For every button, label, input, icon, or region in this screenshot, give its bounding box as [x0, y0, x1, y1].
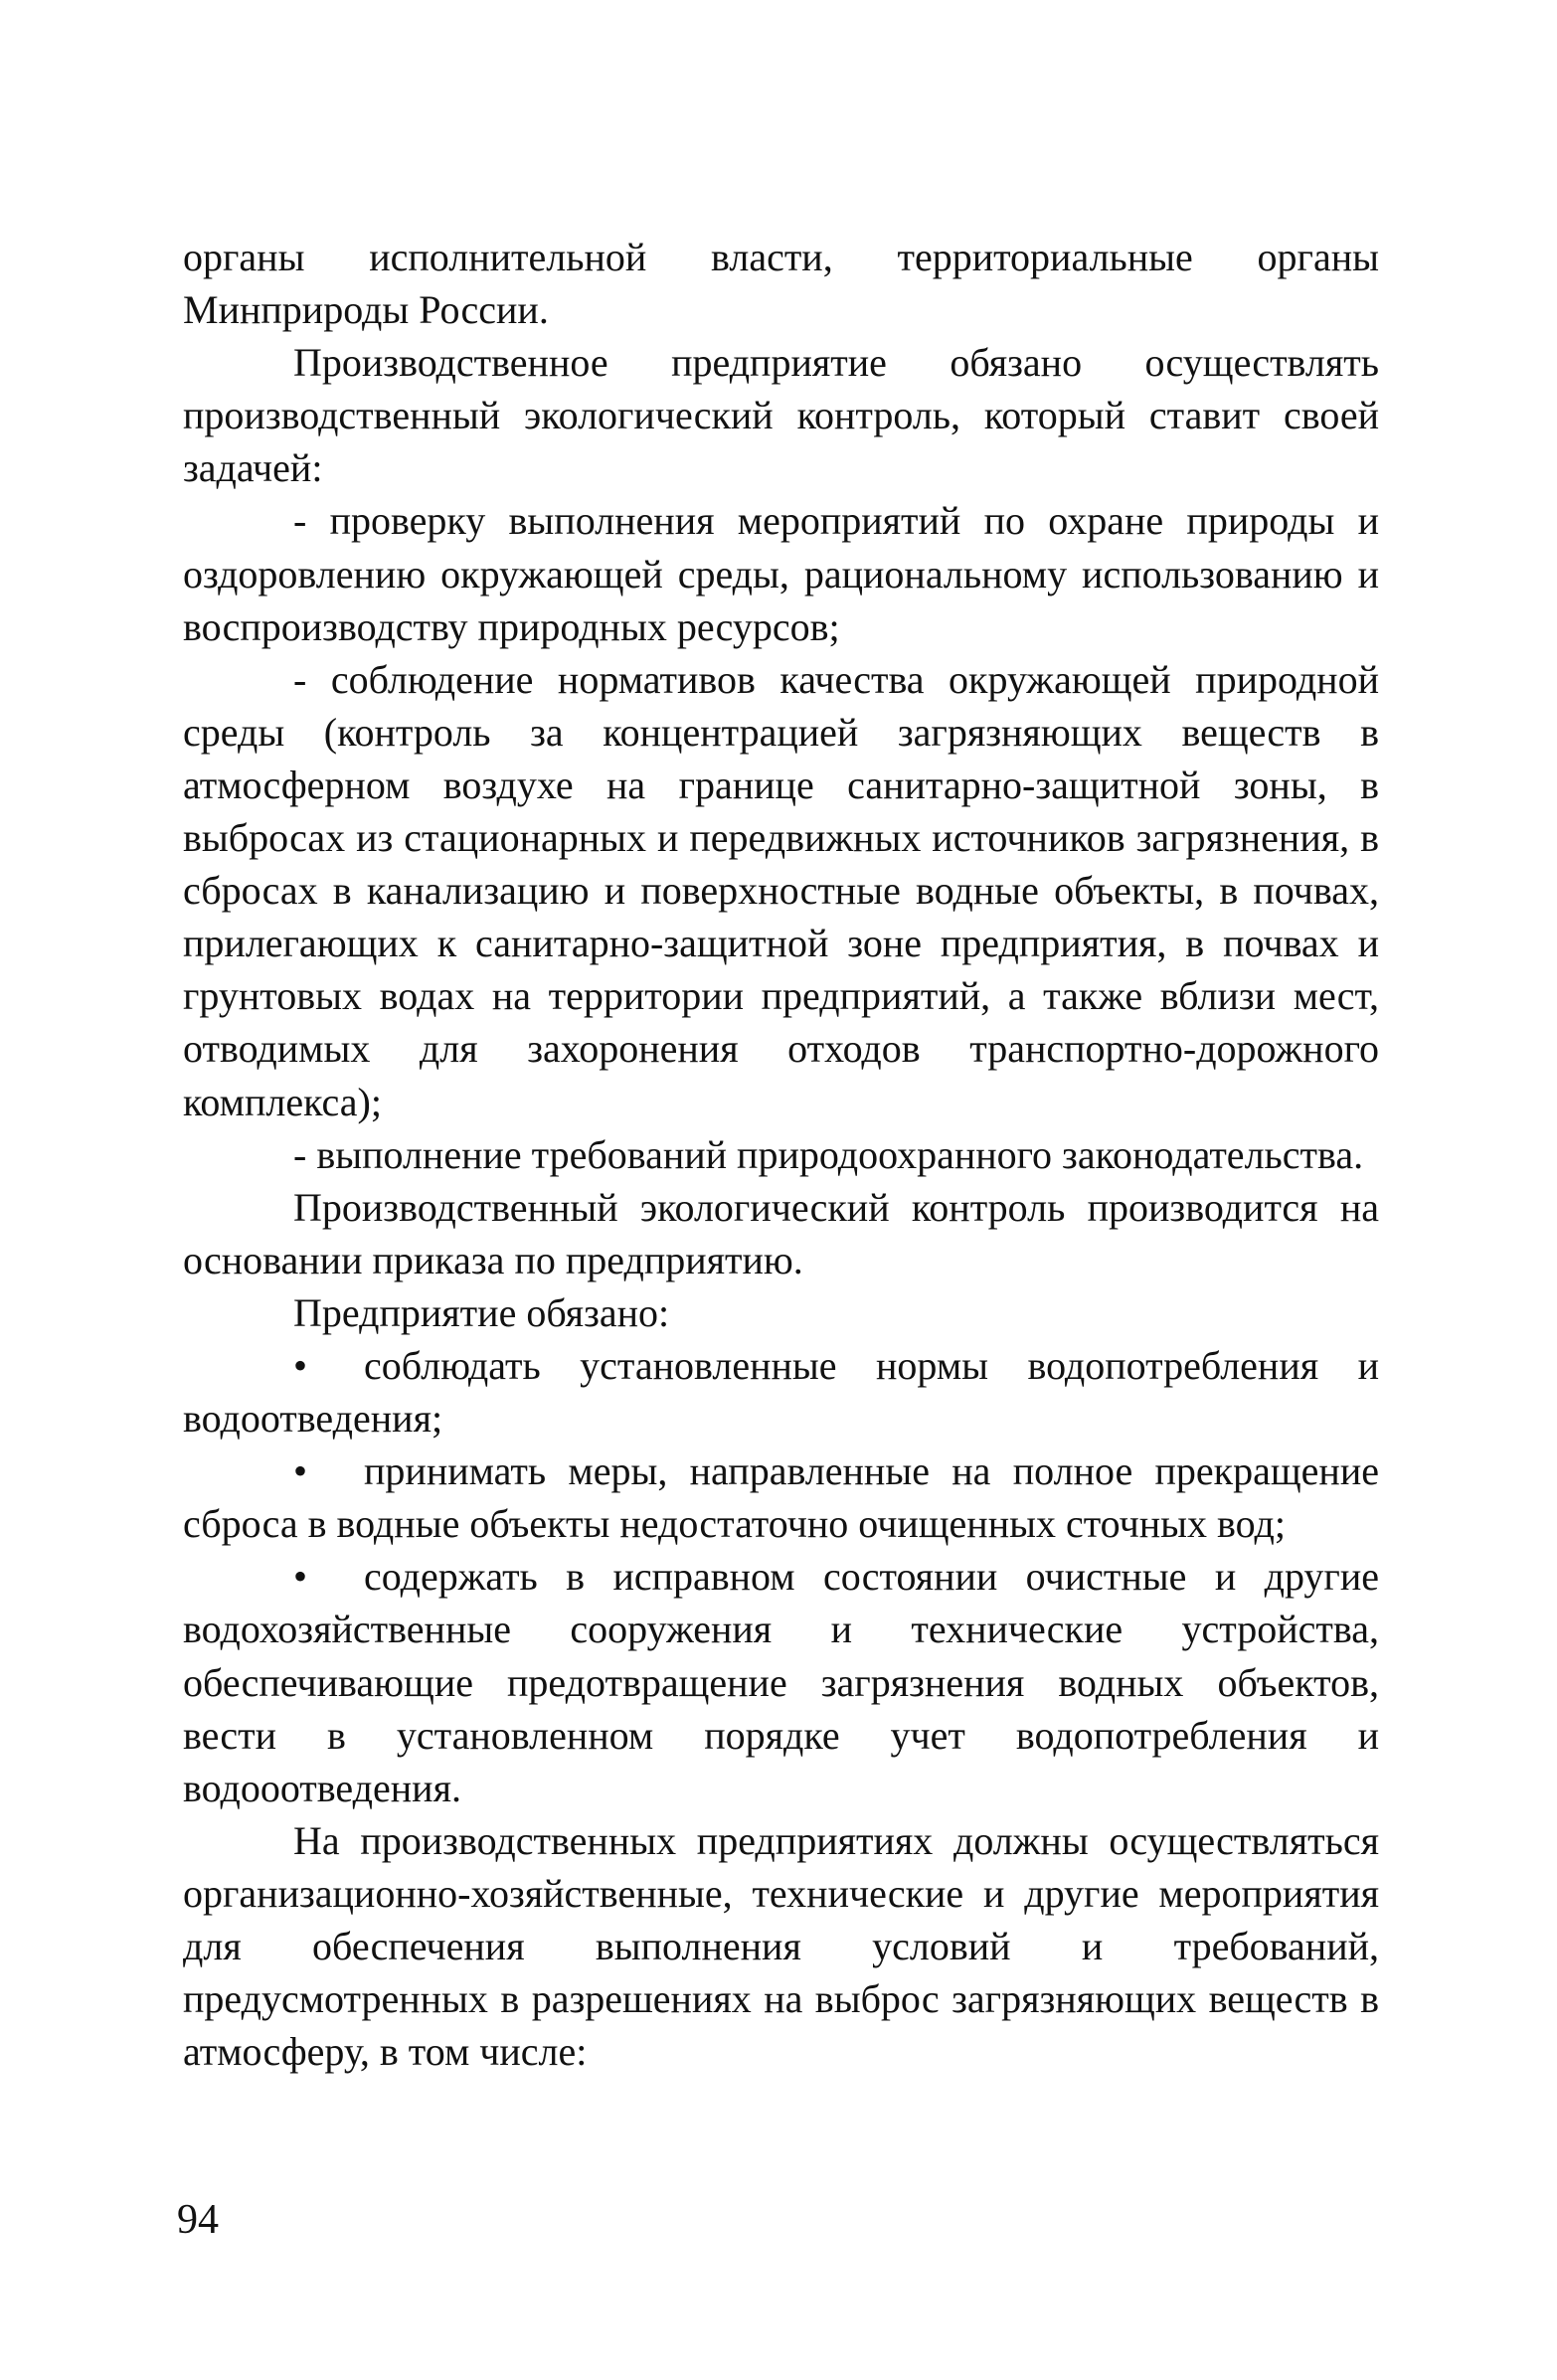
bullet-text: соблюдать установленные нормы водопотребления и водоотведения;	[183, 1342, 1379, 1442]
paragraph-continuation: органы исполнительной власти, территориальные органы Минприроды России.	[183, 235, 1379, 333]
paragraph-emissions: На производственных предприятиях должны осуществляться организационно-хозяйственные, технические и другие мероприятия для обеспечения выполнения условий и требований, предусмотренных в разрешениях на выброс загрязняющих веществ в атмосферу, в том числе:	[183, 1817, 1379, 2075]
paragraph-task-2: - соблюдение нормативов качества окружающей природной среды (контроль за концентрацией загрязняющих веществ в атмосферном воздухе на границе санитарно-защитной зоны, в выбросах из стационарных и передвижных источников загрязнения, в сбросах в канализацию и поверхностные водные объекты, в почвах, прилегающих к санитарно-защитной зоне предприятия, в почвах и грунтовых водах на территории предприятий, а также вблизи мест, отводимых для захоронения отходов транспортно-дорожного комплекса);	[183, 656, 1379, 1124]
bullet-item-1	[183, 1339, 1379, 1445]
paragraph-control-basis: Производственный экологический контроль производится на основании приказа по предприятию.	[183, 1184, 1379, 1282]
bullet-icon: •	[293, 1342, 308, 1388]
paragraph-control-intro: Производственное предприятие обязано осуществлять производственный экологический контроль, который ставит своей задачей:	[183, 340, 1379, 491]
bullet-icon: •	[293, 1554, 308, 1600]
bullet-icon: •	[293, 1448, 308, 1494]
page-number: 94	[177, 2197, 219, 2243]
paragraph-task-1: - проверку выполнения мероприятий по охране природы и оздоровлению окружающей среды, рациональному использованию и воспроизводству природных ресурсов;	[183, 498, 1379, 649]
bullet-text: содержать в исправном состоянии очистные и другие водохозяйственные сооружения и технические устройства, обеспечивающие предотвращение загрязнения водных объектов, вести в установленном порядке учет водопотребления и водооотведения.	[183, 1554, 1379, 1810]
bullet-text: принимать меры, направленные на полное прекращение сброса в водные объекты недостаточно очищенных сточных вод;	[183, 1448, 1379, 1547]
bullet-item-2	[183, 1445, 1379, 1550]
page-body	[183, 231, 1379, 2078]
bullet-item-3	[183, 1550, 1379, 1813]
paragraph-obligations-heading: Предприятие обязано:	[293, 1289, 670, 1335]
paragraph-task-3: - выполнение требований природоохранного законодательства.	[293, 1131, 1364, 1177]
